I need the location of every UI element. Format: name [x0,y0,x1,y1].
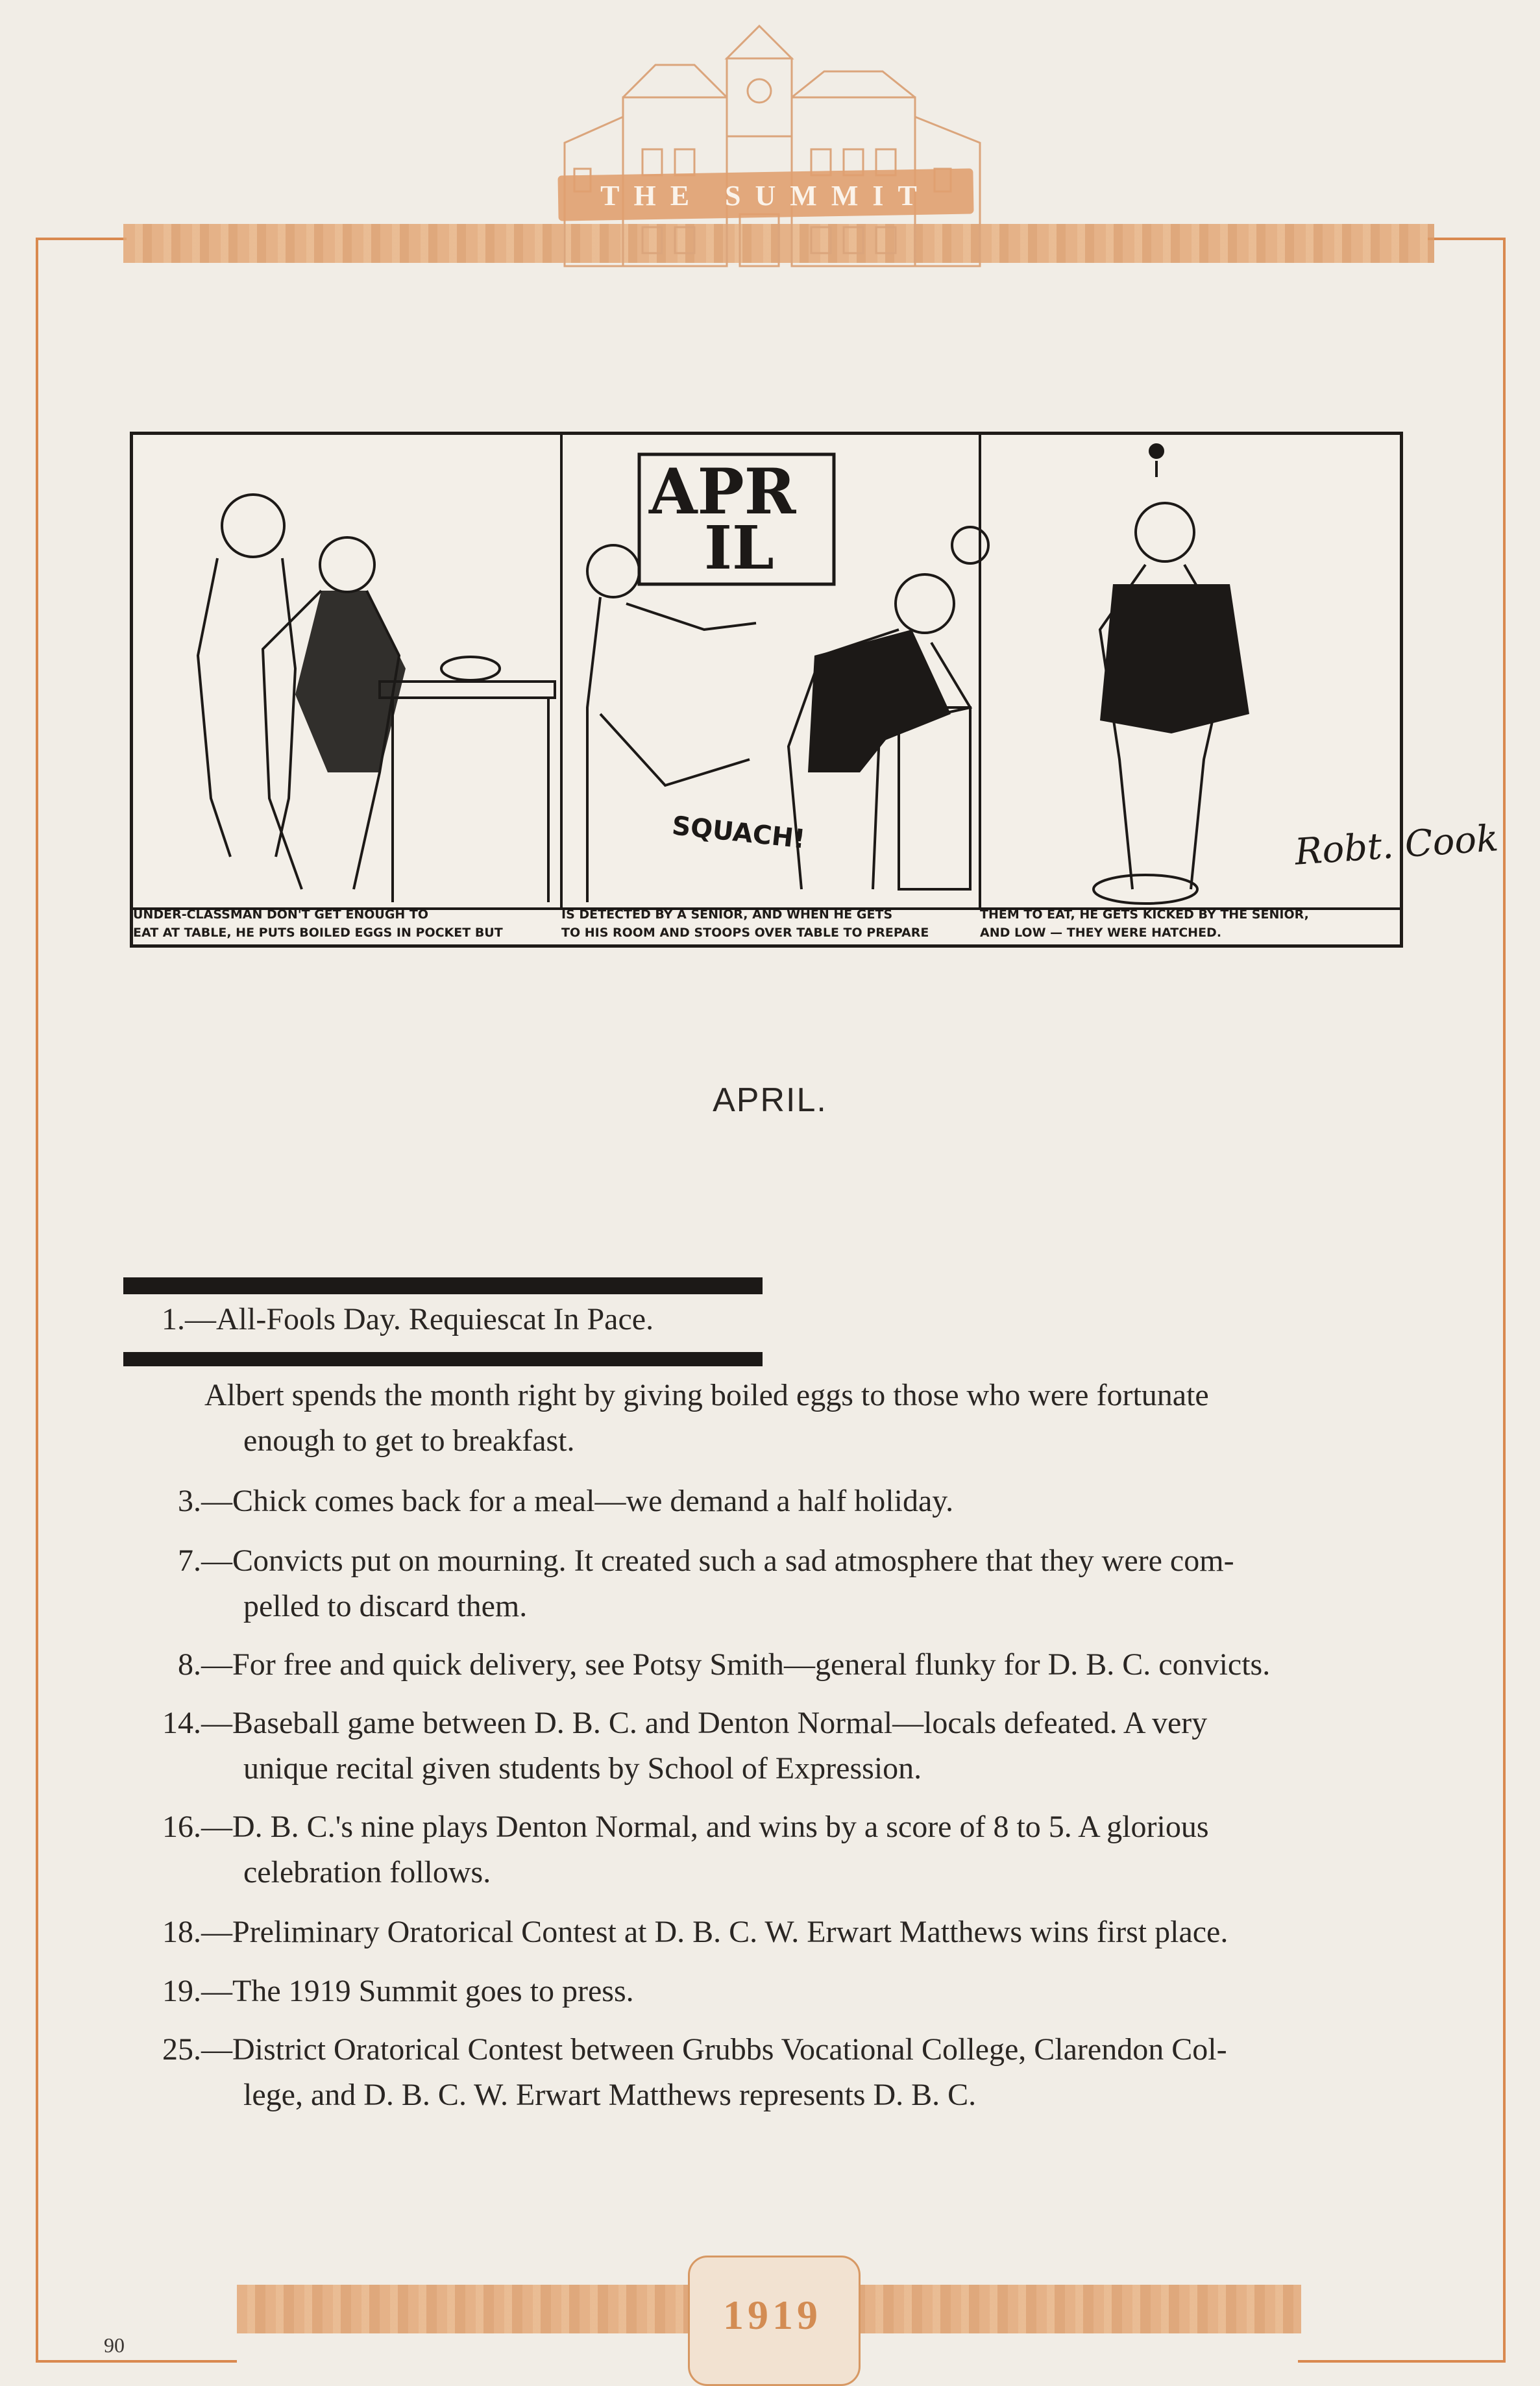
entry-14 [104,1701,1408,1791]
caption-line: AND LOW — THEY WERE HATCHED. [980,926,1222,940]
entry-text-continued: unique recital given students by School of Expression. [243,1751,922,1786]
frame-line-bottom-left [36,2360,237,2363]
entry-text-continued: pelled to discard them. [243,1589,528,1623]
entry-text-continued: lege, and D. B. C. W. Erwart Matthews represents D. B. C. [243,2078,977,2112]
entry-text: —Baseball game between D. B. C. and Denton Normal—locals defeated. A very [201,1706,1208,1740]
year-emblem-text: 1919 [723,2292,822,2338]
caption-line: EAT AT TABLE, HE PUTS BOILED EGGS IN POCKET BUT [133,926,503,940]
entry-16 [104,1804,1408,1895]
entry-number: 16. [162,1810,201,1844]
caption-line: TO HIS ROOM AND STOOPS OVER TABLE TO PREPARE [561,926,929,940]
entry-number: 18. [162,1915,201,1949]
caption-line: THEM TO EAT, HE GETS KICKED BY THE SENIOR, [980,907,1309,922]
april-sign-bottom: IL [704,513,774,583]
april-sign-top: APR [649,455,796,528]
entry-text: —District Oratorical Contest between Grubbs Vocational College, Clarendon Col- [201,2032,1227,2067]
entry-text: —All-Fools Day. Requiescat In Pace. [185,1302,654,1336]
entry-number: 8. [178,1647,201,1682]
artist-signature: Robt. Cook [1293,817,1500,874]
entry-1 [104,1297,1408,1342]
entry-3 [104,1479,1408,1524]
entry-19 [104,1969,1408,2014]
entry-25 [104,2027,1408,2118]
entry-8 [104,1642,1408,1688]
frame-line-right [1503,238,1506,2360]
frame-line-top-right [1428,238,1506,240]
highlight-bar-top [123,1277,763,1294]
comic-strip [130,432,1403,948]
summit-title: THE SUMMIT [600,180,931,212]
entry-text: —For free and quick delivery, see Potsy Smith—general flunky for D. B. C. convicts. [201,1647,1271,1682]
entry-number: 14. [162,1706,201,1740]
page-number: 90 [104,2333,125,2357]
highlight-bar-bottom [123,1352,763,1366]
caption-panel-1 [133,905,555,944]
entry-text-continued: celebration follows. [243,1855,491,1889]
caption-line: UNDER-CLASSMAN DON'T GET ENOUGH TO [133,907,429,922]
caption-panel-2 [561,905,977,944]
entry-number: 19. [162,1974,201,2008]
caption-panel-3 [980,905,1399,944]
building-emblem-icon [545,19,999,305]
entry-7 [104,1538,1408,1629]
entry-text-continued: enough to get to breakfast. [243,1423,575,1458]
entry-albert [104,1373,1408,1464]
entry-number: 1. [162,1302,185,1336]
entry-text: —Preliminary Oratorical Contest at D. B. C. W. Erwart Matthews wins first place. [201,1915,1228,1949]
comic-captions [133,905,1400,944]
entry-text: —Convicts put on mourning. It created such a sad atmosphere that they were com- [201,1544,1234,1578]
entry-18 [104,1910,1408,1955]
frame-line-top-left [36,238,127,240]
frame-line-left [36,238,38,2360]
caption-line: IS DETECTED BY A SENIOR, AND WHEN HE GETS [561,907,893,922]
frame-line-bottom-right [1298,2360,1506,2363]
entry-text: —D. B. C.'s nine plays Denton Normal, and wins by a score of 8 to 5. A glorious [201,1810,1209,1844]
entry-text: —Chick comes back for a meal—we demand a half holiday. [201,1484,954,1518]
entry-text: —The 1919 Summit goes to press. [201,1974,634,2008]
page-title: APRIL. [713,1081,827,1119]
entry-number: 7. [178,1544,201,1578]
entry-text: Albert spends the month right by giving boiled eggs to those who were fortunate [204,1378,1209,1412]
sound-effect: SQUACH! [670,811,807,855]
entry-number: 3. [178,1484,201,1518]
entry-number: 25. [162,2032,201,2067]
